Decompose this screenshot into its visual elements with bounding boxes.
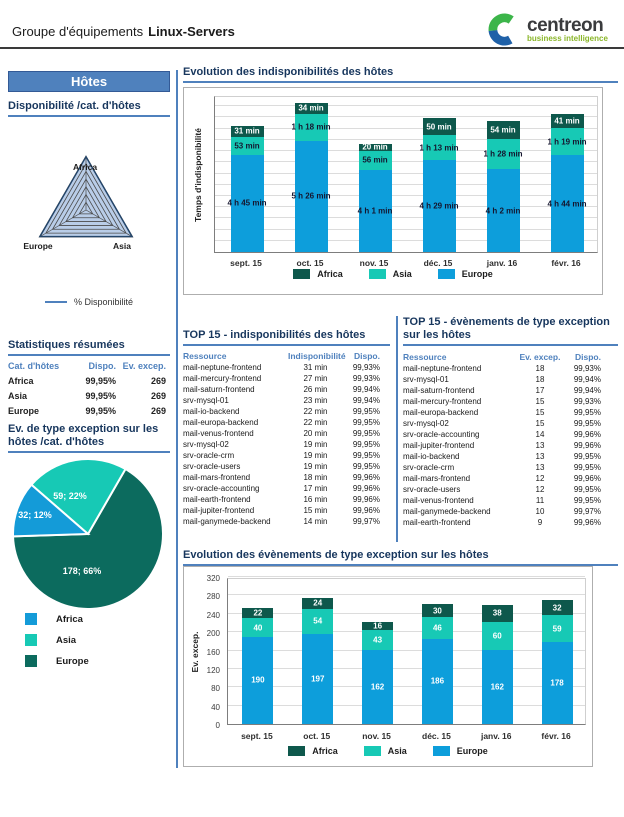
radar-axis-label-asia: Asia <box>113 241 131 251</box>
x-axis-label: janv. 16 <box>486 258 518 268</box>
bar-value-label: 53 min <box>234 141 260 151</box>
bar-value-label: 30 <box>432 606 442 616</box>
bar-value-label: 40 <box>253 623 263 633</box>
table-cell: 99,97% <box>352 517 380 526</box>
table-cell: 99,95% <box>352 407 380 416</box>
bar-segment-asia <box>359 151 392 170</box>
table-cell: 99,95% <box>352 440 380 449</box>
radar-legend <box>8 297 170 307</box>
table-cell: 99,95% <box>573 463 601 472</box>
table-cell: 99,95% <box>573 419 601 428</box>
y-tick-label: 0 <box>215 721 220 730</box>
pie-legend <box>25 613 89 676</box>
bar-segment-europe <box>422 639 453 724</box>
table-cell: 13 <box>535 441 545 450</box>
bar-value-label: 54 <box>313 616 323 626</box>
pie-slice-label: 178; 66% <box>62 566 102 576</box>
gridline <box>215 184 597 185</box>
bar-value-label: 190 <box>251 675 265 685</box>
bar-segment-asia <box>362 630 393 650</box>
chart2-legend <box>184 746 592 756</box>
table-header-cell: Ressource <box>403 352 447 362</box>
bar-value-label: 54 min <box>490 125 516 135</box>
bar-value-label: 162 <box>370 682 385 692</box>
table-cell: 99,95% <box>352 462 380 471</box>
bar-segment-europe <box>362 650 393 724</box>
stats-ev-cell: 269 <box>150 391 166 401</box>
table-cell: srv-oracle-users <box>403 485 461 494</box>
top15-unavailability-table <box>183 351 380 527</box>
centreon-logo-icon <box>488 13 521 46</box>
table-cell: mail-neptune-frontend <box>403 364 482 373</box>
table-cell: mail-io-backend <box>183 407 240 416</box>
table-cell: 23 min <box>303 396 328 405</box>
radar-legend-line-swatch <box>45 301 67 303</box>
top15-exceptions-table <box>403 352 601 528</box>
table-cell: mail-earth-frontend <box>403 518 471 527</box>
bar-segment-europe <box>242 637 273 724</box>
bar-value-label: 197 <box>311 674 325 684</box>
header-divider <box>0 47 624 49</box>
bar-segment-africa <box>302 598 333 609</box>
unavailability-evolution-chart <box>183 87 603 295</box>
table-cell: 14 <box>535 430 545 439</box>
bar-segment-europe <box>542 642 573 724</box>
exception-pie-chart <box>8 452 168 610</box>
table-cell: srv-oracle-crm <box>403 463 455 472</box>
top15-unavailability-title: TOP 15 - indisponibilités des hôtes <box>183 329 390 346</box>
table-cell: 22 min <box>303 407 328 416</box>
pie-slice-label: 32; 12% <box>18 510 52 520</box>
pie-section-title <box>8 423 170 453</box>
bar-segment-africa <box>242 608 273 618</box>
y-tick-label: 120 <box>206 665 220 675</box>
bar-segment-europe <box>487 169 520 252</box>
table-cell: 18 min <box>303 473 328 482</box>
bar-value-label: 186 <box>430 676 445 686</box>
legend-swatch-asia <box>364 746 381 756</box>
table-cell: mail-venus-frontend <box>183 429 254 438</box>
bar-value-label: 41 min <box>554 116 580 126</box>
bar-value-label: 1 h 18 min <box>291 122 331 132</box>
y-tick-label: 160 <box>206 647 220 657</box>
legend-swatch-asia <box>369 269 386 279</box>
table-cell: mail-ganymede-backend <box>183 517 271 526</box>
table-cell: 17 min <box>303 484 328 493</box>
legend-label: Africa <box>56 613 83 625</box>
table-cell: 99,94% <box>573 375 601 384</box>
bar-value-label: 4 h 45 min <box>227 198 267 208</box>
legend-label: Europe <box>461 269 493 279</box>
gridline <box>228 594 585 595</box>
table-cell: 16 min <box>303 495 328 504</box>
x-axis-label: sept. 15 <box>230 258 262 268</box>
legend-swatch-europe <box>433 746 450 756</box>
bar-segment-africa <box>551 114 584 128</box>
bar-segment-africa <box>423 118 456 135</box>
stats-header-cell: Ev. excep. <box>122 361 166 371</box>
chart2-title: Evolution des évènements de type exception sur les hôtes <box>183 549 618 566</box>
bar-value-label: 34 min <box>298 103 324 113</box>
table-cell: 99,96% <box>352 495 380 504</box>
sidebar-title-banner: Hôtes <box>8 71 170 92</box>
bar-value-label: 38 <box>492 608 502 618</box>
legend-label: Asia <box>56 634 77 646</box>
table-cell: 15 <box>535 419 545 428</box>
bar-segment-africa <box>542 600 573 615</box>
bar-segment-asia <box>302 609 333 634</box>
table-cell: mail-jupiter-frontend <box>183 506 255 515</box>
bar-value-label: 1 h 19 min <box>547 137 587 147</box>
table-cell: 15 <box>535 408 545 417</box>
table-cell: 99,96% <box>573 518 601 527</box>
table-cell: 99,95% <box>352 418 380 427</box>
bar-value-label: 56 min <box>362 155 388 165</box>
stats-header-cell: Dispo. <box>88 361 116 371</box>
legend-item <box>25 655 89 667</box>
table-header-cell: Ressource <box>183 351 227 361</box>
legend-label: Asia <box>392 269 412 279</box>
gridline <box>228 705 585 706</box>
bar-segment-asia <box>231 137 264 155</box>
bar-value-label: 43 <box>373 635 383 645</box>
table-cell: 19 min <box>303 462 328 471</box>
table-cell: 99,95% <box>573 496 601 505</box>
table-cell: 22 min <box>303 418 328 427</box>
bar-value-label: 22 <box>253 608 263 618</box>
table-cell: 18 <box>535 375 545 384</box>
bar-value-label: 50 min <box>426 122 452 132</box>
bar-segment-asia <box>419 135 459 160</box>
bar-value-label: 1 h 13 min <box>419 143 459 153</box>
chart2-plot-area <box>227 578 586 725</box>
table-header-cell: Dispo. <box>354 351 380 361</box>
pie-section-title-line2: hôtes /cat. d'hôtes <box>8 436 105 448</box>
table-cell: srv-oracle-accounting <box>403 430 480 439</box>
table-cell: srv-oracle-crm <box>183 451 235 460</box>
table-cell: 26 min <box>303 385 328 394</box>
bar-value-label: 60 <box>492 631 502 641</box>
table-cell: mail-mars-frontend <box>403 474 471 483</box>
gridline <box>215 173 597 174</box>
legend-label: Europe <box>56 655 89 667</box>
stats-header-cell: Cat. d'hôtes <box>8 361 60 371</box>
gridline <box>215 139 597 140</box>
legend-item <box>25 634 89 646</box>
bar-segment-asia <box>483 139 523 169</box>
chart1-y-axis-label: Temps d'indisponibilité <box>193 128 203 222</box>
table-cell: 99,96% <box>352 506 380 515</box>
legend-swatch-europe <box>438 269 455 279</box>
bar-segment-asia <box>542 615 573 642</box>
stats-dispo-cell: 99,95% <box>85 406 116 416</box>
bar-segment-europe <box>547 155 587 252</box>
bar-segment-europe <box>359 170 392 252</box>
legend-swatch-africa <box>25 613 37 625</box>
stats-category-cell: Africa <box>8 376 34 386</box>
stats-dispo-cell: 99,95% <box>85 391 116 401</box>
table-cell: mail-saturn-frontend <box>403 386 475 395</box>
table-cell: srv-mysql-01 <box>403 375 449 384</box>
table-header-cell: Ev. excep. <box>519 352 561 362</box>
gridline <box>228 686 585 687</box>
bar-segment-asia <box>482 622 513 650</box>
table-cell: srv-oracle-users <box>183 462 241 471</box>
table-cell: 13 <box>535 463 545 472</box>
table-header-cell: Dispo. <box>575 352 601 362</box>
top15-exceptions-title <box>403 316 618 346</box>
table-cell: 27 min <box>303 374 328 383</box>
chart1-title: Evolution des indisponibilités des hôtes <box>183 66 618 83</box>
table-cell: 99,94% <box>352 385 380 394</box>
y-tick-label: 240 <box>206 610 220 620</box>
gridline <box>215 195 597 196</box>
table-cell: 31 min <box>303 363 328 372</box>
bar-value-label: 4 h 29 min <box>419 201 459 211</box>
bar-segment-africa <box>422 604 453 618</box>
table-cell: 12 <box>535 485 545 494</box>
availability-radar-chart <box>8 122 168 290</box>
legend-item <box>369 269 412 279</box>
table-cell: mail-europa-backend <box>183 418 259 427</box>
chart1-plot-area <box>214 96 598 253</box>
table-header-cell: Indisponibilité <box>288 351 346 361</box>
x-axis-label: oct. 15 <box>303 731 331 741</box>
bar-segment-africa <box>295 103 328 115</box>
table-cell: 99,93% <box>352 374 380 383</box>
pie-slice-label: 59; 22% <box>53 491 87 501</box>
bar-segment-africa <box>231 126 264 137</box>
table-cell: 9 <box>537 518 543 527</box>
y-tick-label: 200 <box>206 629 220 639</box>
chart1-legend <box>184 269 602 279</box>
bar-value-label: 24 <box>313 598 323 608</box>
table-cell: 14 min <box>303 517 328 526</box>
y-tick-label: 80 <box>211 684 220 694</box>
bar-segment-europe <box>302 634 333 724</box>
table-cell: 99,95% <box>352 429 380 438</box>
gridline <box>228 650 585 651</box>
legend-label: Asia <box>387 746 407 756</box>
table-cell: 99,95% <box>573 408 601 417</box>
table-cell: srv-mysql-02 <box>403 419 449 428</box>
logo-text <box>527 14 608 43</box>
gridline <box>215 161 597 162</box>
bar-value-label: 31 min <box>234 126 260 136</box>
centreon-logo <box>488 13 608 46</box>
table-cell: 99,93% <box>573 397 601 406</box>
legend-item <box>25 613 89 625</box>
legend-swatch-africa <box>293 269 310 279</box>
table-cell: 99,94% <box>573 386 601 395</box>
table-cell: mail-europa-backend <box>403 408 479 417</box>
bar-value-label: 162 <box>490 682 504 692</box>
table-cell: 99,95% <box>352 451 380 460</box>
radar-axis-label-europe: Europe <box>23 241 53 251</box>
legend-item <box>364 746 407 756</box>
bar-value-label: 1 h 28 min <box>483 149 523 159</box>
stats-ev-cell: 269 <box>150 376 166 386</box>
table-cell: 99,93% <box>573 364 601 373</box>
bar-value-label: 20 min <box>362 142 388 152</box>
table-cell: srv-mysql-02 <box>183 440 229 449</box>
stats-category-cell: Europe <box>8 406 40 416</box>
table-cell: 10 <box>535 507 545 516</box>
stats-dispo-cell: 99,95% <box>85 376 116 386</box>
sidebar-divider <box>176 70 178 768</box>
legend-swatch-asia <box>25 634 37 646</box>
y-tick-label: 280 <box>206 592 220 602</box>
stats-category-cell: Asia <box>8 391 28 401</box>
x-axis-label: janv. 16 <box>480 731 512 741</box>
x-axis-label: févr. 16 <box>541 731 571 741</box>
exception-evolution-chart <box>183 566 593 767</box>
legend-item <box>438 269 493 279</box>
chart2-y-axis-label: Ev. excep. <box>190 631 200 673</box>
gridline <box>228 668 585 669</box>
x-axis-label: oct. 15 <box>296 258 324 268</box>
table-cell: 12 <box>535 474 545 483</box>
table-cell: mail-earth-frontend <box>183 495 251 504</box>
bar-segment-europe <box>291 141 331 252</box>
logo-brand: centreon <box>527 14 604 36</box>
table-cell: mail-io-backend <box>403 452 460 461</box>
pie-section-title-line1: Ev. de type exception sur les <box>8 423 159 435</box>
availability-section-title: Disponibilité /cat. d'hôtes <box>8 100 170 117</box>
bar-value-label: 16 <box>373 621 383 631</box>
gridline <box>215 217 597 218</box>
group-name: Linux-Servers <box>148 24 235 39</box>
table-cell: 99,96% <box>573 474 601 483</box>
legend-label: Africa <box>312 746 338 756</box>
bar-segment-europe <box>419 160 459 252</box>
table-cell: 99,97% <box>573 507 601 516</box>
stats-table <box>8 361 168 416</box>
legend-label: Africa <box>317 269 343 279</box>
y-tick-label: 320 <box>206 574 220 583</box>
top15-exceptions-title-line1: TOP 15 - évènements de type exception <box>403 316 610 328</box>
bar-value-label: 46 <box>432 623 442 633</box>
bar-segment-asia <box>547 128 587 155</box>
table-cell: 13 <box>535 452 545 461</box>
table-cell: 15 min <box>303 506 328 515</box>
legend-item <box>433 746 488 756</box>
table-cell: mail-venus-frontend <box>403 496 474 505</box>
logo-tagline: business intelligence <box>527 33 608 43</box>
gridline <box>228 631 585 632</box>
gridline <box>215 229 597 230</box>
table-cell: mail-mars-frontend <box>183 473 251 482</box>
bar-value-label: 178 <box>550 678 564 688</box>
table-cell: mail-mercury-frontend <box>403 397 482 406</box>
table-cell: 99,96% <box>573 430 601 439</box>
legend-label: Europe <box>456 746 488 756</box>
x-axis-label: sept. 15 <box>241 731 273 741</box>
table-cell: 19 min <box>303 440 328 449</box>
table-cell: mail-neptune-frontend <box>183 363 262 372</box>
x-axis-label: févr. 16 <box>551 258 581 268</box>
legend-swatch-europe <box>25 655 37 667</box>
bar-value-label: 5 h 26 min <box>291 191 331 201</box>
group-label: Groupe d'équipements <box>12 24 144 39</box>
table-cell: mail-saturn-frontend <box>183 385 255 394</box>
table-cell: mail-mercury-frontend <box>183 374 262 383</box>
radar-axis-label-africa: Africa <box>72 162 98 172</box>
table-cell: 99,96% <box>573 441 601 450</box>
bar-segment-africa <box>487 121 520 139</box>
stats-ev-cell: 269 <box>150 406 166 416</box>
gridline <box>215 240 597 241</box>
legend-item <box>288 746 338 756</box>
table-cell: 19 min <box>303 451 328 460</box>
table-cell: 99,93% <box>352 363 380 372</box>
bar-value-label: 4 h 2 min <box>485 206 521 216</box>
gridline <box>215 206 597 207</box>
bar-segment-africa <box>359 144 392 151</box>
bar-segment-asia <box>291 114 331 141</box>
legend-item <box>293 269 343 279</box>
radar-legend-label: % Disponibilité <box>73 297 134 307</box>
x-axis-label: déc. 15 <box>422 731 451 741</box>
gridline <box>215 128 597 129</box>
bar-segment-africa <box>482 605 513 622</box>
bar-segment-asia <box>242 618 273 636</box>
table-cell: 18 <box>535 364 545 373</box>
top15-exceptions-title-line2: sur les hôtes <box>403 329 471 341</box>
gridline <box>215 116 597 117</box>
bar-segment-africa <box>362 622 393 629</box>
tables-divider <box>396 316 398 542</box>
x-axis-label: nov. 15 <box>362 731 391 741</box>
gridline <box>228 613 585 614</box>
table-cell: 99,96% <box>352 473 380 482</box>
stats-section-title: Statistiques résumées <box>8 339 170 356</box>
table-cell: 99,95% <box>573 485 601 494</box>
y-tick-label: 40 <box>211 702 220 712</box>
table-cell: 15 <box>535 397 545 406</box>
table-cell: mail-jupiter-frontend <box>403 441 475 450</box>
table-cell: 99,95% <box>573 452 601 461</box>
table-cell: 99,94% <box>352 396 380 405</box>
bar-segment-asia <box>422 617 453 638</box>
table-cell: srv-oracle-accounting <box>183 484 260 493</box>
x-axis-label: déc. 15 <box>423 258 453 268</box>
table-cell: 11 <box>535 496 545 505</box>
bar-segment-europe <box>227 155 267 252</box>
table-cell: 20 min <box>303 429 328 438</box>
bar-value-label: 32 <box>552 603 562 613</box>
table-cell: 99,96% <box>352 484 380 493</box>
gridline <box>228 576 585 577</box>
bar-value-label: 4 h 1 min <box>357 206 393 216</box>
bar-value-label: 4 h 44 min <box>547 199 587 209</box>
gridline <box>215 150 597 151</box>
gridline <box>215 105 597 106</box>
x-axis-label: nov. 15 <box>359 258 389 268</box>
legend-swatch-africa <box>288 746 305 756</box>
table-cell: 17 <box>535 386 545 395</box>
bar-value-label: 59 <box>552 624 562 634</box>
table-cell: mail-ganymede-backend <box>403 507 491 516</box>
page-title <box>12 24 235 39</box>
table-cell: srv-mysql-01 <box>183 396 229 405</box>
bar-segment-europe <box>482 650 513 724</box>
